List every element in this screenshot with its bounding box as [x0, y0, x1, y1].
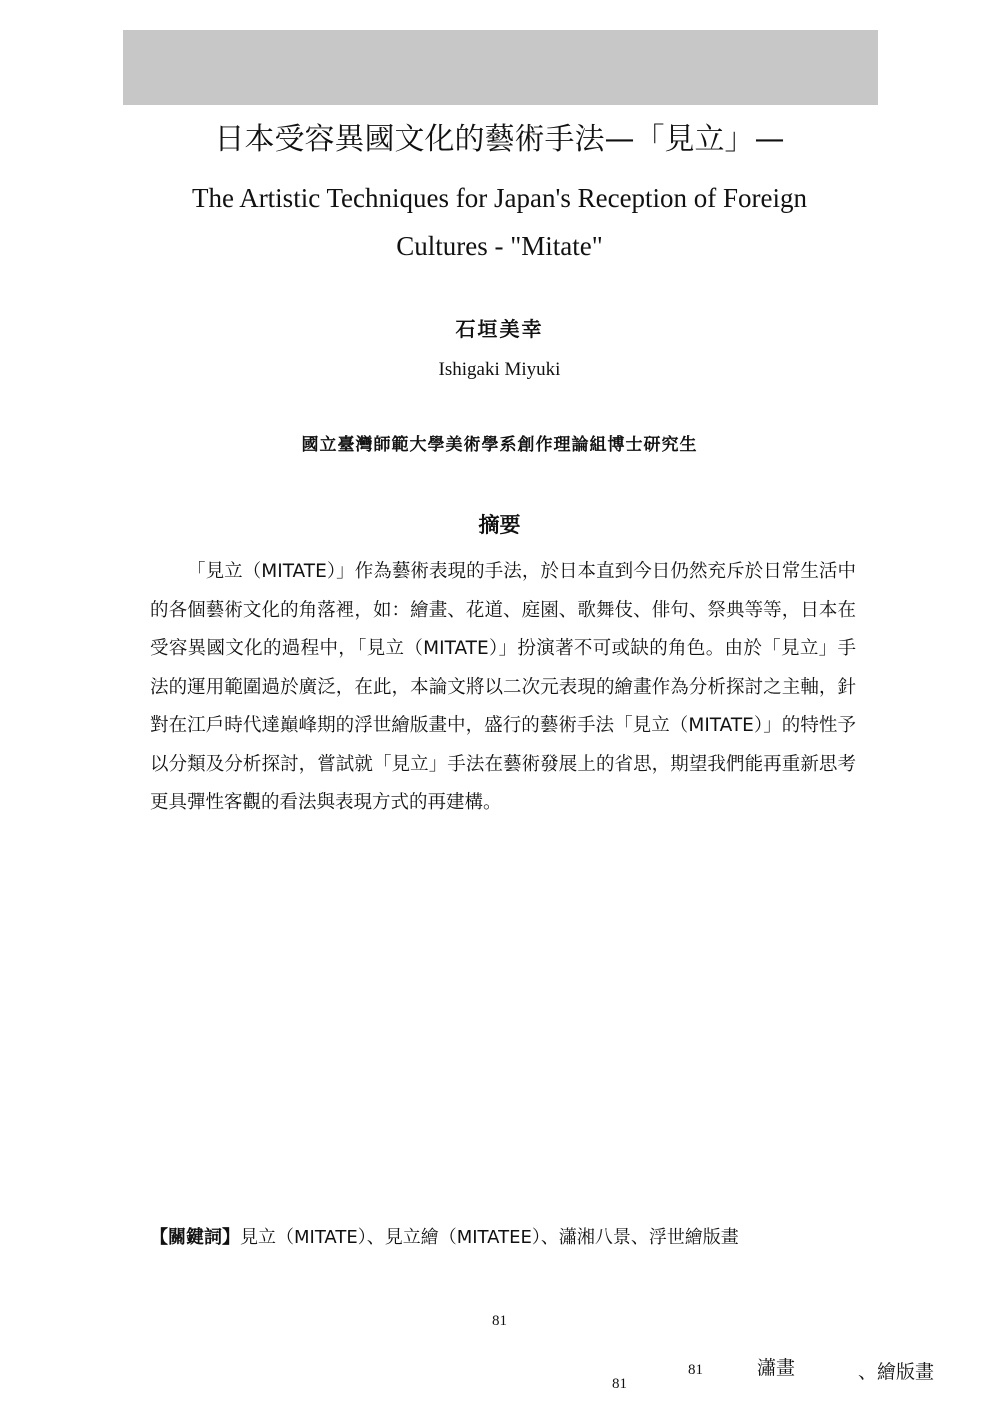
keywords-line — [150, 1224, 910, 1252]
bleed-page-number-1: 81 — [612, 1376, 627, 1392]
bleed-page-number-2: 81 — [688, 1362, 703, 1378]
page-title-english: The Artistic Techniques for Japan's Reception of Foreign Cultures - "Mitate" — [191, 183, 808, 261]
abstract-body: 「見立（MITATE）」作為藝術表現的手法，於日本直到今日仍然充斥於日常生活中的各個藝術文化的角落裡，如：繪畫、花道、庭園、歌舞伎、俳句、祭典等等，日本在受容異國文化的過程中，「見立（MITATE）」扮演著不可或缺的角色。由於「見立」手法的運用範圍過於廣泛，在此，本論文將以二次元表現的繪畫作為分析探討之主軸，針對在江戶時代達巔峰期的浮世繪版畫中，盛行的藝術手法「見立（MITATE）」的特性予以分類及分析探討，嘗試就「見立」手法在藝術發展上的省思，期望我們能再重新思考更具彈性客觀的看法與表現方式的再建構。 — [150, 561, 856, 813]
author-affiliation: 國立臺灣師範大學美術學系創作理論組博士研究生 — [301, 435, 698, 455]
keywords-text: 見立（MITATE）、見立繪（MITATEE）、瀟湘八景、浮世繪版畫 — [240, 1227, 739, 1248]
author-name-english: Ishigaki Miyuki — [438, 359, 561, 380]
abstract-heading: 摘要 — [478, 513, 521, 537]
header-band — [123, 30, 878, 105]
keywords-label: 【關鍵詞】 — [150, 1227, 240, 1248]
bleed-text-fragment-1: 瀟畫 — [757, 1357, 796, 1379]
page-title-chinese: 日本受容異國文化的藝術手法—「見立」— — [214, 122, 785, 157]
page-number: 81 — [492, 1313, 507, 1329]
bleed-text-fragment-2: 、繪版畫 — [858, 1361, 935, 1383]
author-name-chinese: 石垣美幸 — [455, 317, 544, 341]
